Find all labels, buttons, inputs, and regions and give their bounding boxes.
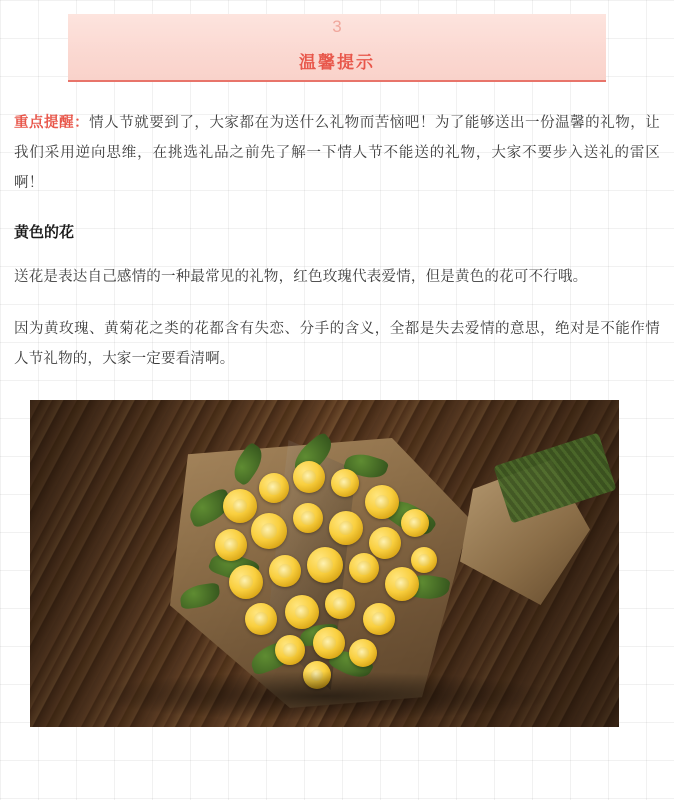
alert-label: 重点提醒： bbox=[14, 115, 90, 131]
alert-text: 情人节就要到了，大家都在为送什么礼物而苦恼吧！为了能够送出一份温馨的礼物，让我们采用逆向思维，在挑选礼品之前先了解一下情人节不能送的礼物，大家不要步入送礼的雷区啊！ bbox=[14, 115, 660, 191]
section-title: 温馨提示 bbox=[299, 53, 375, 72]
yellow-roses-photo bbox=[30, 400, 619, 727]
photo-surface bbox=[30, 400, 619, 727]
section-header-banner bbox=[68, 14, 606, 82]
alert-paragraph bbox=[14, 108, 660, 198]
yellow-rose-cluster bbox=[215, 455, 475, 705]
photo-vignette bbox=[90, 671, 560, 721]
paragraph-1: 送花是表达自己感情的一种最常见的礼物，红色玫瑰代表爱情，但是黄色的花可不行哦。 bbox=[14, 269, 588, 285]
article-body bbox=[0, 82, 674, 374]
section-number: 3 bbox=[332, 17, 342, 36]
paragraph-2: 因为黄玫瑰、黄菊花之类的花都含有失恋、分手的含义，全都是失去爱情的意思，绝对是不能作情人节礼物的，大家一定要看清啊。 bbox=[14, 321, 660, 367]
subsection-heading: 黄色的花 bbox=[14, 224, 75, 241]
article-page bbox=[0, 14, 674, 800]
